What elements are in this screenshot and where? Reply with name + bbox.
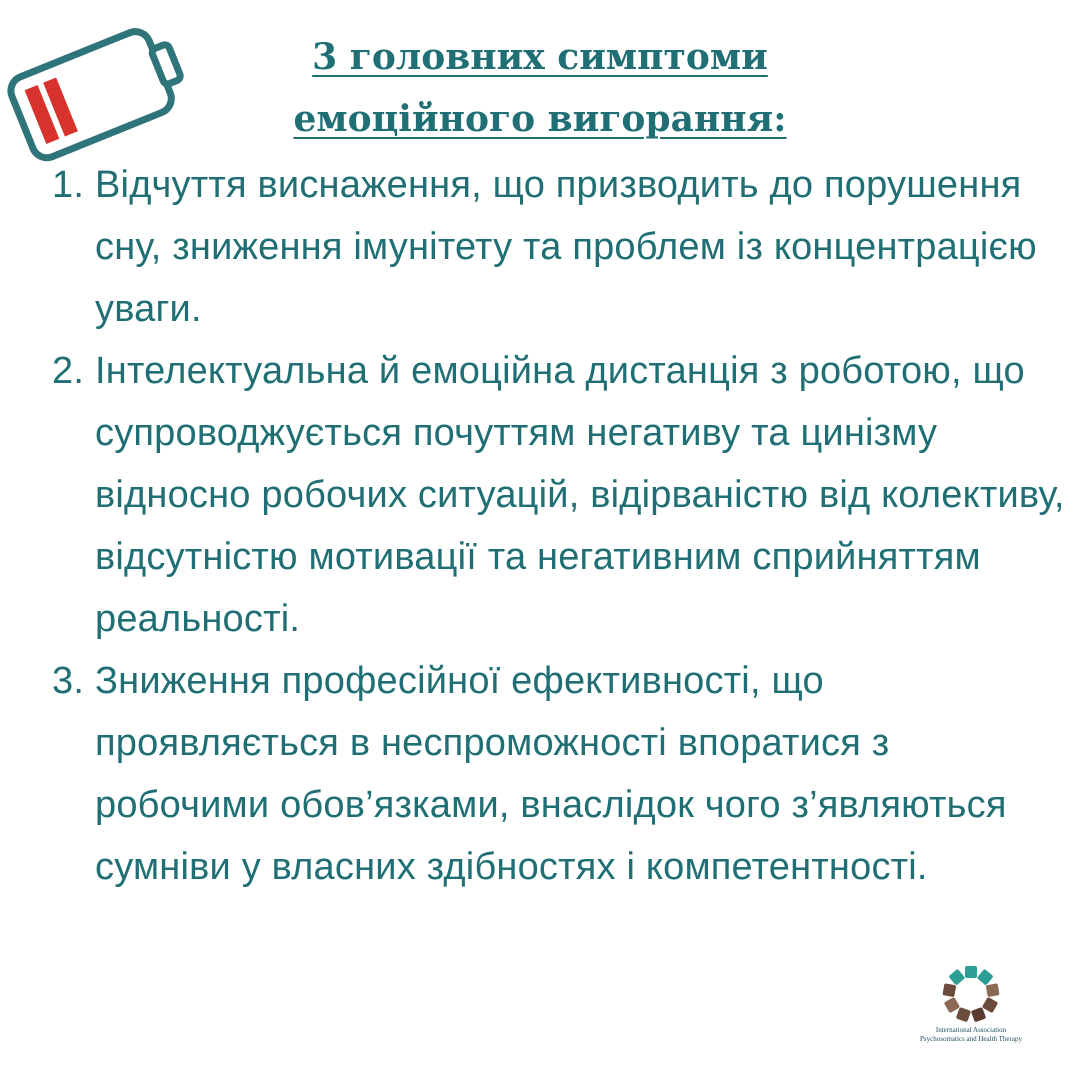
list-item <box>52 154 1072 340</box>
low-battery-icon <box>0 0 210 180</box>
title-line-1: 3 головних симптоми <box>312 36 768 78</box>
item-text: Відчуття виснаження, що призводить до порушення сну, зниження імунітету та проблем із концентрацією уваги. <box>95 164 1037 330</box>
item-number: 1. <box>52 164 85 206</box>
logo-text-line-1: International Association <box>935 1026 1007 1034</box>
list-item <box>52 340 1072 650</box>
title-line-2: емоційного вигорання: <box>293 98 787 140</box>
page-title <box>180 26 900 150</box>
item-number: 2. <box>52 350 85 392</box>
organization-logo <box>896 962 1046 1072</box>
symptoms-list <box>52 154 1072 898</box>
logo-text-line-2: Psychosomatics and Health Therapy <box>920 1035 1022 1043</box>
item-text: Зниження професійної ефективності, що проявляється в неспроможності впоратися з робочими обов’язками, внаслідок чого з’являються сумніви у власних здібностях і компетентності. <box>95 660 1007 888</box>
item-text: Інтелектуальна й емоційна дистанція з роботою, що супроводжується почуттям негативу та цинізму відносно робочих ситуацій, відірваністю від колективу, відсутністю мотивації та негативним сприйняттям реальності. <box>95 350 1065 640</box>
flower-logo-icon <box>939 962 1003 1026</box>
list-item <box>52 650 1072 898</box>
item-number: 3. <box>52 660 85 702</box>
